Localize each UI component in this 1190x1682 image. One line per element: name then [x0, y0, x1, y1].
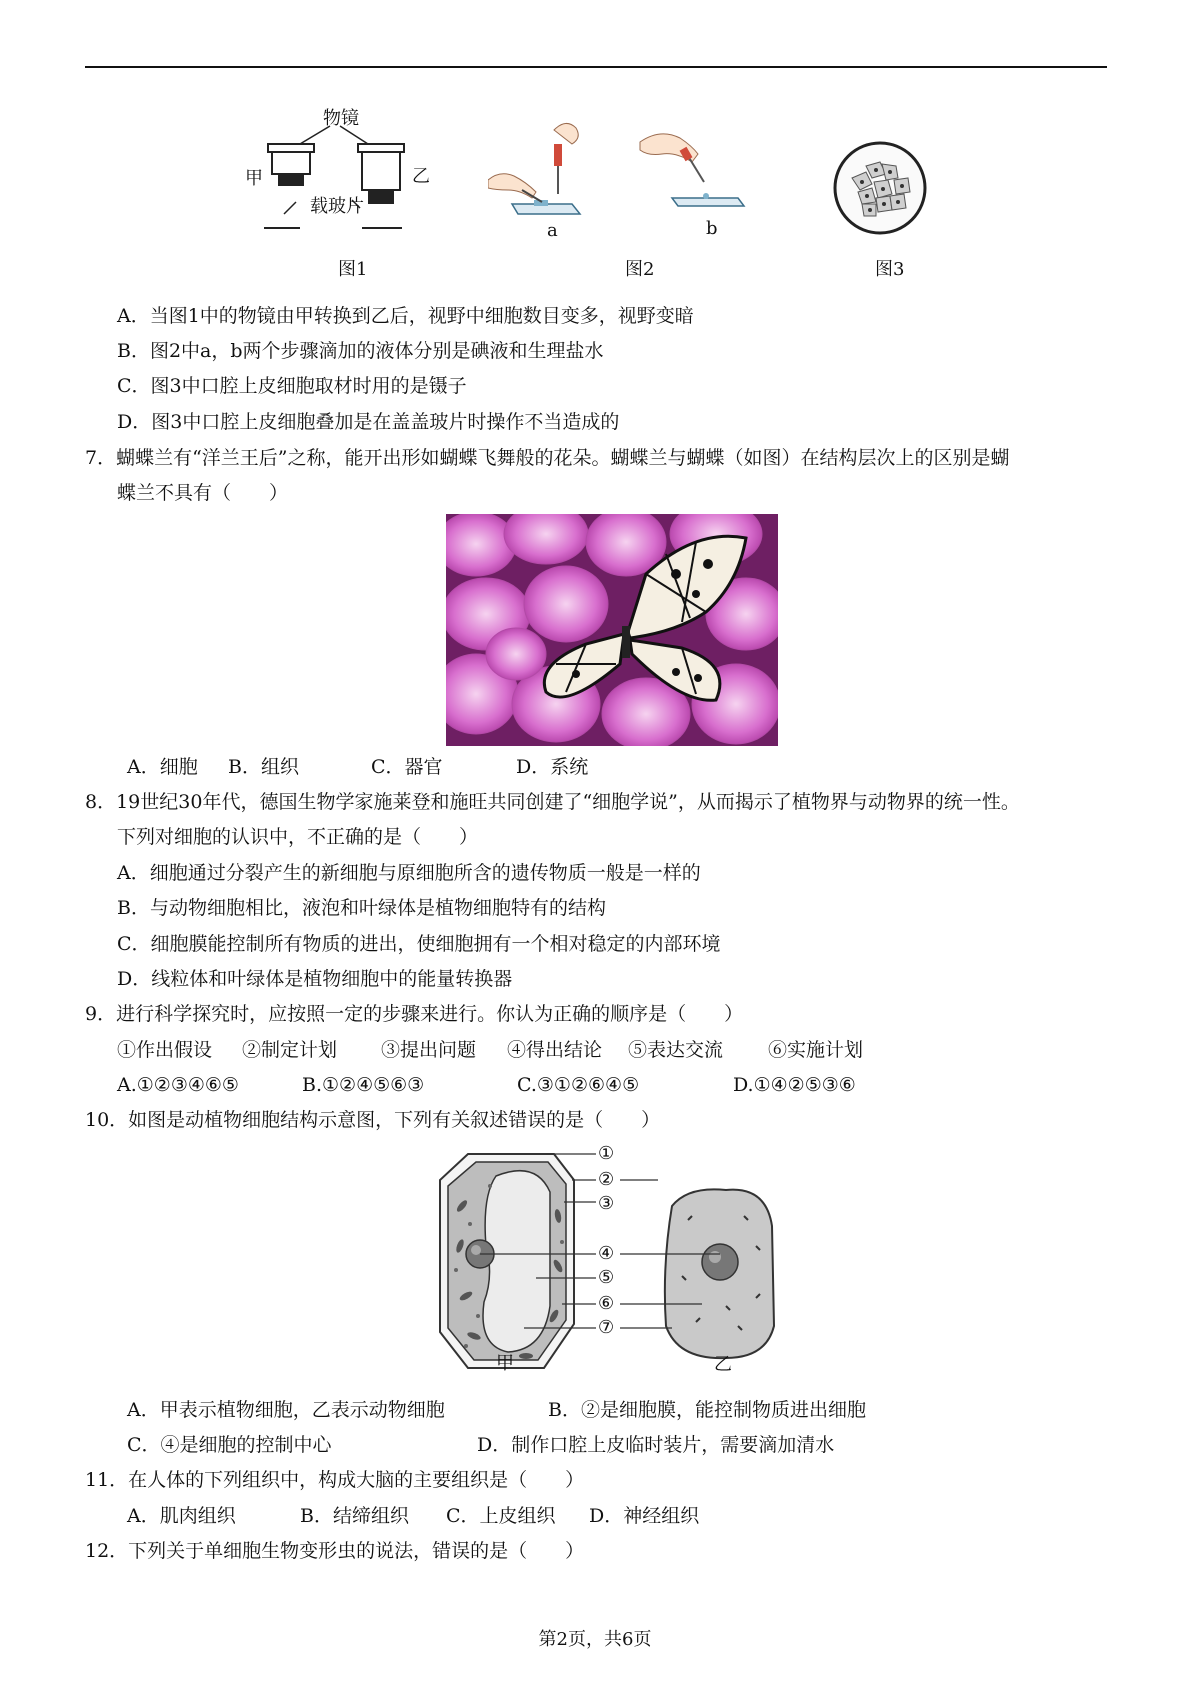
q9-stem: 9．进行科学探究时，应按照一定的步骤来进行。你认为正确的顺序是（ ）	[85, 1003, 744, 1025]
q9-option-b: B.①②④⑤⑥③	[302, 1074, 425, 1096]
q11-option-a: A．肌肉组织	[127, 1505, 236, 1527]
q9-step-5: ⑤表达交流	[628, 1039, 724, 1061]
q6-option-c: C．图3中口腔上皮细胞取材时用的是镊子	[117, 375, 467, 397]
page-number-footer: 第2页，共6页	[538, 1629, 652, 1650]
q9-option-a: A.①②③④⑥⑤	[117, 1074, 239, 1096]
q9-step-1: ①作出假设	[117, 1039, 213, 1061]
diagram-label-3: ③	[598, 1193, 615, 1214]
diagram-label-yi: 乙	[714, 1354, 732, 1375]
q11-stem: 11．在人体的下列组织中，构成大脑的主要组织是（ ）	[85, 1469, 585, 1491]
fig2-caption: 图2	[625, 259, 655, 280]
diagram-label-4: ④	[598, 1243, 615, 1264]
q8-option-d: D．线粒体和叶绿体是植物细胞中的能量转换器	[117, 968, 513, 990]
q7-option-a: A．细胞	[127, 756, 198, 778]
q7-stem-line1: 7．蝴蝶兰有“洋兰王后”之称，能开出形如蝴蝶飞舞般的花朵。蝴蝶兰与蝴蝶（如图）在结构层次上的区别是蝴	[85, 447, 1010, 469]
fig1-jia-label: 甲	[245, 168, 263, 189]
fig2-label-a: a	[547, 220, 558, 241]
figure-2-steps	[488, 122, 758, 222]
q8-option-b: B．与动物细胞相比，液泡和叶绿体是植物细胞特有的结构	[117, 897, 606, 919]
q9-step-4: ④得出结论	[507, 1039, 603, 1061]
q10-option-d: D．制作口腔上皮临时装片，需要滴加清水	[477, 1434, 835, 1456]
diagram-label-6: ⑥	[598, 1293, 615, 1314]
q7-option-d: D．系统	[516, 756, 589, 778]
q9-step-3: ③提出问题	[381, 1039, 477, 1061]
diagram-label-5: ⑤	[598, 1267, 615, 1288]
diagram-label-2: ②	[598, 1169, 615, 1190]
q9-step-6: ⑥实施计划	[768, 1039, 864, 1061]
figure-3-cheek-cells	[832, 140, 928, 236]
q9-option-d: D.①④②⑤③⑥	[733, 1074, 856, 1096]
diagram-label-1: ①	[598, 1143, 615, 1164]
orchid-butterfly-photo	[446, 514, 778, 746]
fig1-caption: 图1	[338, 259, 368, 280]
q6-option-b: B．图2中a，b两个步骤滴加的液体分别是碘液和生理盐水	[117, 340, 604, 362]
q11-option-d: D．神经组织	[589, 1505, 700, 1527]
header-rule	[85, 66, 1107, 68]
fig1-slide-label: 载玻片	[310, 196, 364, 217]
cell-structure-diagram	[426, 1146, 816, 1384]
q10-option-a: A．甲表示植物细胞，乙表示动物细胞	[127, 1399, 445, 1421]
diagram-label-jia: 甲	[496, 1353, 514, 1374]
q10-option-c: C．④是细胞的控制中心	[127, 1434, 332, 1456]
q9-step-2: ②制定计划	[242, 1039, 338, 1061]
fig3-caption: 图3	[875, 259, 905, 280]
q8-stem-line2: 下列对细胞的认识中，不正确的是（ ）	[117, 826, 479, 848]
q11-option-c: C．上皮组织	[446, 1505, 556, 1527]
q6-option-a: A．当图1中的物镜由甲转换到乙后，视野中细胞数目变多，视野变暗	[117, 305, 694, 327]
q7-option-b: B．组织	[228, 756, 299, 778]
q12-stem: 12．下列关于单细胞生物变形虫的说法，错误的是（ ）	[85, 1540, 585, 1562]
q8-option-a: A．细胞通过分裂产生的新细胞与原细胞所含的遗传物质一般是一样的	[117, 862, 701, 884]
q10-option-b: B．②是细胞膜，能控制物质进出细胞	[548, 1399, 866, 1421]
q8-option-c: C．细胞膜能控制所有物质的进出，使细胞拥有一个相对稳定的内部环境	[117, 933, 721, 955]
diagram-label-7: ⑦	[598, 1317, 615, 1338]
q8-stem-line1: 8．19世纪30年代，德国生物学家施莱登和施旺共同创建了“细胞学说”，从而揭示了植物界与动物界的统一性。	[85, 791, 1020, 813]
fig1-yi-label: 乙	[412, 166, 430, 187]
q9-option-c: C.③①②⑥④⑤	[517, 1074, 640, 1096]
q6-option-d: D．图3中口腔上皮细胞叠加是在盖盖玻片时操作不当造成的	[117, 411, 620, 433]
fig1-objective-label: 物镜	[323, 108, 359, 129]
q10-stem: 10．如图是动植物细胞结构示意图，下列有关叙述错误的是（ ）	[85, 1109, 661, 1131]
q7-option-c: C．器官	[371, 756, 443, 778]
q11-option-b: B．结缔组织	[300, 1505, 409, 1527]
fig2-label-b: b	[706, 218, 718, 239]
q7-stem-line2: 蝶兰不具有（ ）	[117, 482, 289, 504]
